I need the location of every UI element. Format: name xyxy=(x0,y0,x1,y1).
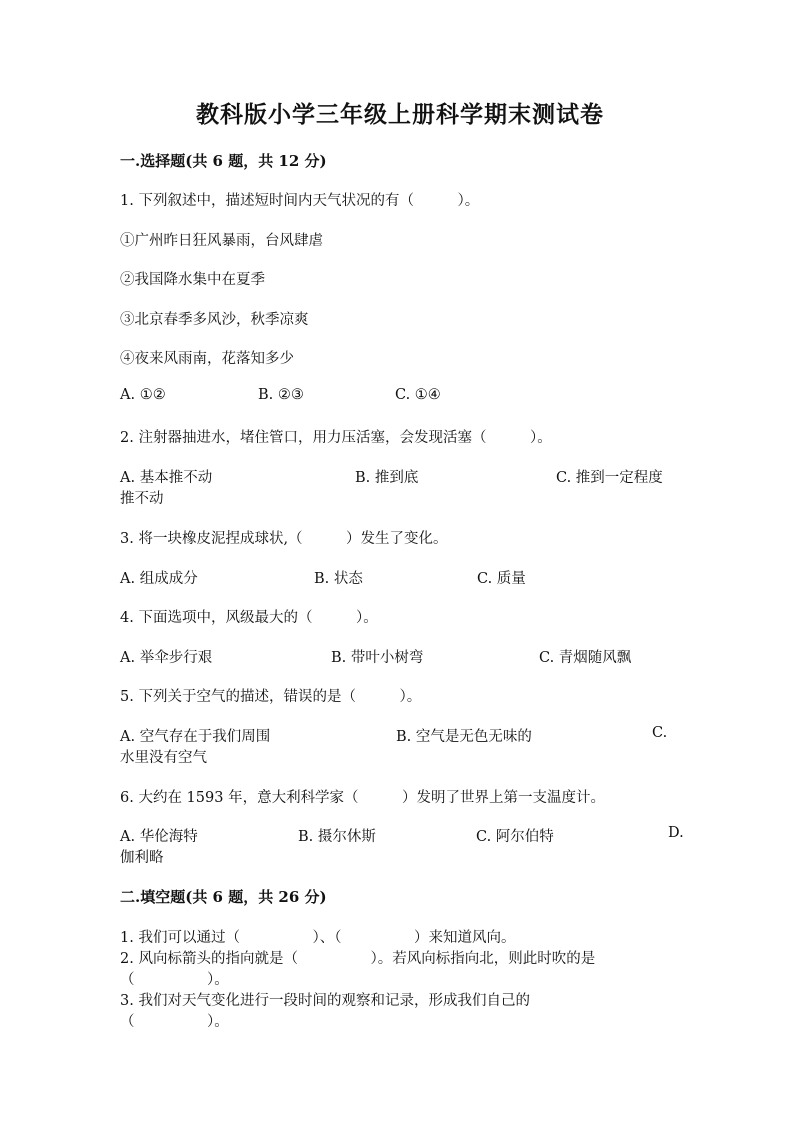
question-1-item-2: ②我国降水集中在夏季 xyxy=(120,272,265,288)
question-5-option-c-continued: 水里没有空气 xyxy=(120,750,207,766)
question-6-stem: 6. 大约在 1593 年，意大利科学家（ ）发明了世界上第一支温度计。 xyxy=(120,790,606,806)
question-6-option-c: C. 阿尔伯特 xyxy=(476,829,554,845)
question-4-stem: 4. 下面选项中，风级最大的（ ）。 xyxy=(120,610,378,626)
question-3-option-b: B. 状态 xyxy=(314,571,363,587)
question-2-option-c-continued: 推不动 xyxy=(120,491,164,507)
fill-question-1: 1. 我们可以通过（ ）、（ ）来知道风向。 xyxy=(120,930,516,946)
question-3-stem: 3. 将一块橡皮泥捏成球状,（ ）发生了变化。 xyxy=(120,531,448,547)
fill-question-2-continued: （ ）。 xyxy=(120,972,229,988)
question-2-stem: 2. 注射器抽进水，堵住管口，用力压活塞，会发现活塞（ ）。 xyxy=(120,430,552,446)
question-1-option-b: B. ②③ xyxy=(258,387,304,403)
question-1-item-1: ①广州昨日狂风暴雨，台风肆虐 xyxy=(120,233,323,249)
section-heading-fill-blank: 二.填空题(共 6 题，共 26 分) xyxy=(120,888,327,906)
question-1-option-c: C. ①④ xyxy=(395,387,441,403)
question-1-item-3: ③北京春季多风沙，秋季凉爽 xyxy=(120,312,309,328)
question-2-option-b: B. 推到底 xyxy=(355,470,419,486)
question-6-option-d: D. xyxy=(668,825,684,841)
question-5-option-a: A. 空气存在于我们周围 xyxy=(120,729,271,745)
question-5-option-c: C. xyxy=(652,725,668,741)
question-1-stem: 1. 下列叙述中，描述短时间内天气状况的有（ ）。 xyxy=(120,193,480,209)
question-4-option-b: B. 带叶小树弯 xyxy=(331,650,424,666)
question-1-option-a: A. ①② xyxy=(120,387,166,403)
question-3-option-c: C. 质量 xyxy=(477,571,526,587)
fill-question-3: 3. 我们对天气变化进行一段时间的观察和记录，形成我们自己的 xyxy=(120,993,530,1009)
page-title: 教科版小学三年级上册科学期末测试卷 xyxy=(196,101,604,128)
question-2-option-c: C. 推到一定程度 xyxy=(556,470,663,486)
fill-question-3-continued: （ ）。 xyxy=(120,1014,229,1030)
question-1-item-4: ④夜来风雨南，花落知多少 xyxy=(120,351,294,367)
question-6-option-d-continued: 伽利略 xyxy=(120,850,164,866)
question-4-option-c: C. 青烟随风飘 xyxy=(539,650,632,666)
fill-question-2: 2. 风向标箭头的指向就是（ ）。若风向标指向北，则此时吹的是 xyxy=(120,951,596,967)
question-3-option-a: A. 组成成分 xyxy=(120,571,198,587)
question-4-option-a: A. 举伞步行艰 xyxy=(120,650,213,666)
section-heading-choice: 一.选择题(共 6 题，共 12 分) xyxy=(120,152,327,170)
question-6-option-a: A. 华伦海特 xyxy=(120,829,198,845)
question-6-option-b: B. 摄尔休斯 xyxy=(298,829,376,845)
question-5-option-b: B. 空气是无色无味的 xyxy=(396,729,532,745)
question-2-option-a: A. 基本推不动 xyxy=(120,470,213,486)
question-5-stem: 5. 下列关于空气的描述，错误的是（ ）。 xyxy=(120,689,422,705)
